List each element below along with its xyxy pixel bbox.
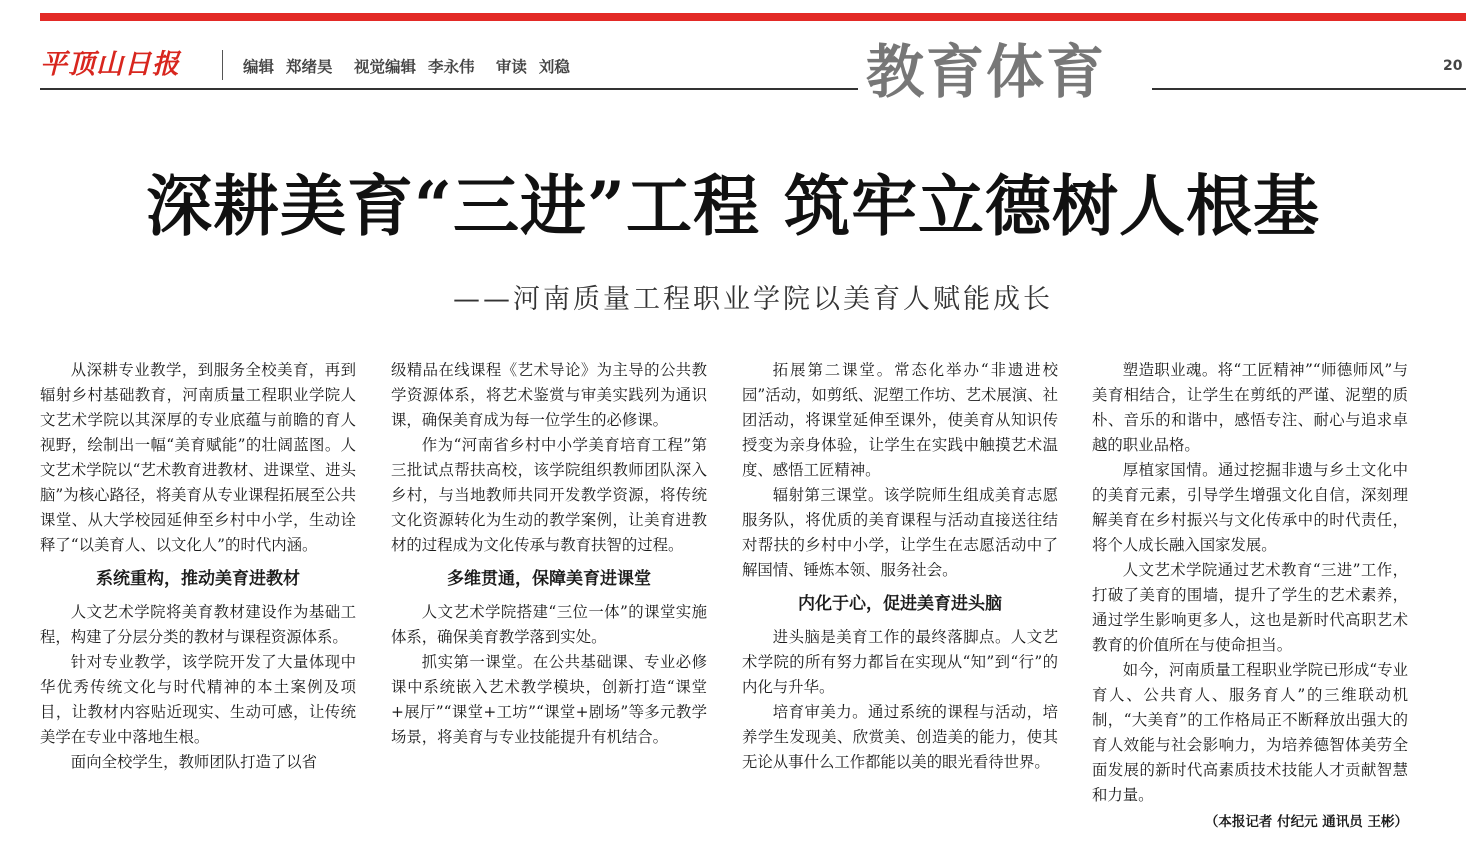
issue-date: 20 — [1443, 58, 1463, 74]
paragraph: 拓展第二课堂。常态化举办“非遗进校园”活动，如剪纸、泥塑工作坊、艺术展演、社团活动，将课堂延伸至课外，使美育从知识传授变为亲身体验，让学生在实践中触摸艺术温度、感悟工匠精神。 — [742, 361, 1058, 479]
article-column-3 — [742, 358, 1058, 775]
paragraph: 塑造职业魂。将“工匠精神”“师德师风”与美育相结合，让学生在剪纸的严谨、泥塑的质朴、音乐的和谐中，感悟专注、耐心与追求卓越的职业品格。 — [1092, 361, 1408, 454]
paragraph: 进头脑是美育工作的最终落脚点。人文艺术学院的所有努力都旨在实现从“知”到“行”的内化与升华。 — [742, 628, 1058, 696]
top-red-rule — [40, 13, 1466, 21]
paragraph: 面向全校学生，教师团队打造了以省 — [70, 753, 318, 771]
article-column-2 — [391, 358, 707, 750]
newspaper-logo: 平顶山日报 — [40, 49, 180, 80]
paragraph: 作为“河南省乡村中小学美育培育工程”第三批试点帮扶高校，该学院组织教师团队深入乡村，与当地教师共同开发教学资源，将传统文化资源转化为生动的教学案例，让美育进教材的过程成为文化传承与教育扶智的过程。 — [391, 436, 707, 554]
section-heading: 内化于心，促进美育进头脑 — [798, 594, 1002, 614]
article-headline: 深耕美育“三进”工程 筑牢立德树人根基 — [146, 167, 1320, 245]
paragraph: 如今，河南质量工程职业学院已形成“专业育人、公共育人、服务育人”的三维联动机制，“大美育”的工作格局正不断释放出强大的育人效能与社会影响力，为培养德智体美劳全面发展的新时代高素质技术技能人才贡献智慧和力量。 — [1092, 661, 1408, 804]
editor-credits — [243, 56, 586, 78]
credit-name-proofreader: 刘稳 — [538, 58, 570, 76]
paragraph: 抓实第一课堂。在公共基础课、专业必修课中系统嵌入艺术教学模块，创新打造“课堂+展厅”“课堂+工坊”“课堂+剧场”等多元教学场景，将美育与专业技能提升有机结合。 — [391, 653, 707, 746]
credit-role-visual-editor: 视觉编辑 — [353, 58, 416, 76]
section-heading: 多维贯通，保障美育进课堂 — [447, 569, 651, 589]
article-subhead: ——河南质量工程职业学院以美育人赋能成长 — [453, 284, 1053, 315]
masthead-rule-right — [1152, 88, 1466, 90]
paragraph: 人文艺术学院将美育教材建设作为基础工程，构建了分层分类的教材与课程资源体系。 — [40, 603, 356, 646]
article-column-1 — [40, 358, 356, 775]
paragraph: 培育审美力。通过系统的课程与活动，培养学生发现美、欣赏美、创造美的能力，使其无论从事什么工作都能以美的眼光看待世界。 — [742, 703, 1058, 771]
paragraph: 厚植家国情。通过挖掘非遗与乡土文化中的美育元素，引导学生增强文化自信，深刻理解美育在乡村振兴与文化传承中的时代责任，将个人成长融入国家发展。 — [1092, 461, 1408, 554]
paragraph: 级精品在线课程《艺术导论》为主导的公共教学资源体系，将艺术鉴赏与审美实践列为通识课，确保美育成为每一位学生的必修课。 — [391, 361, 707, 429]
article-column-4 — [1092, 358, 1408, 835]
paragraph: 针对专业教学，该学院开发了大量体现中华优秀传统文化与时代精神的本土案例及项目，让教材内容贴近现实、生动可感，让传统美学在专业中落地生根。 — [40, 653, 356, 746]
credit-role-proofreader: 审读 — [495, 58, 527, 76]
paragraph: 辐射第三课堂。该学院师生组成美育志愿服务队，将优质的美育课程与活动直接送往结对帮扶的乡村中小学，让学生在志愿活动中了解国情、锤炼本领、服务社会。 — [742, 486, 1058, 579]
byline: （本报记者 付纪元 通讯员 王彬） — [1204, 814, 1408, 830]
section-title: 教育体育 — [866, 38, 1107, 106]
credit-role-editor: 编辑 — [243, 58, 275, 76]
masthead — [40, 44, 860, 88]
logo-divider — [222, 50, 223, 80]
paragraph: 从深耕专业教学，到服务全校美育，再到辐射乡村基础教育，河南质量工程职业学院人文艺术学院以其深厚的专业底蕴与前瞻的育人视野，绘制出一幅“美育赋能”的壮阔蓝图。人文艺术学院以“艺术教育进教材、进课堂、进头脑”为核心路径，将美育从专业课程拓展至公共课堂、从大学校园延伸至乡村中小学，生动诠释了“以美育人、以文化人”的时代内涵。 — [40, 361, 356, 554]
masthead-rule-left — [40, 88, 858, 90]
credit-name-visual-editor: 李永伟 — [427, 58, 475, 76]
credit-name-editor: 郑绪昊 — [286, 58, 333, 76]
paragraph: 人文艺术学院搭建“三位一体”的课堂实施体系，确保美育教学落到实处。 — [391, 603, 707, 646]
paragraph: 人文艺术学院通过艺术教育“三进”工作，打破了美育的围墙，提升了学生的艺术素养，通过学生影响更多人，这也是新时代高职艺术教育的价值所在与使命担当。 — [1092, 561, 1408, 654]
section-heading: 系统重构，推动美育进教材 — [96, 569, 300, 589]
